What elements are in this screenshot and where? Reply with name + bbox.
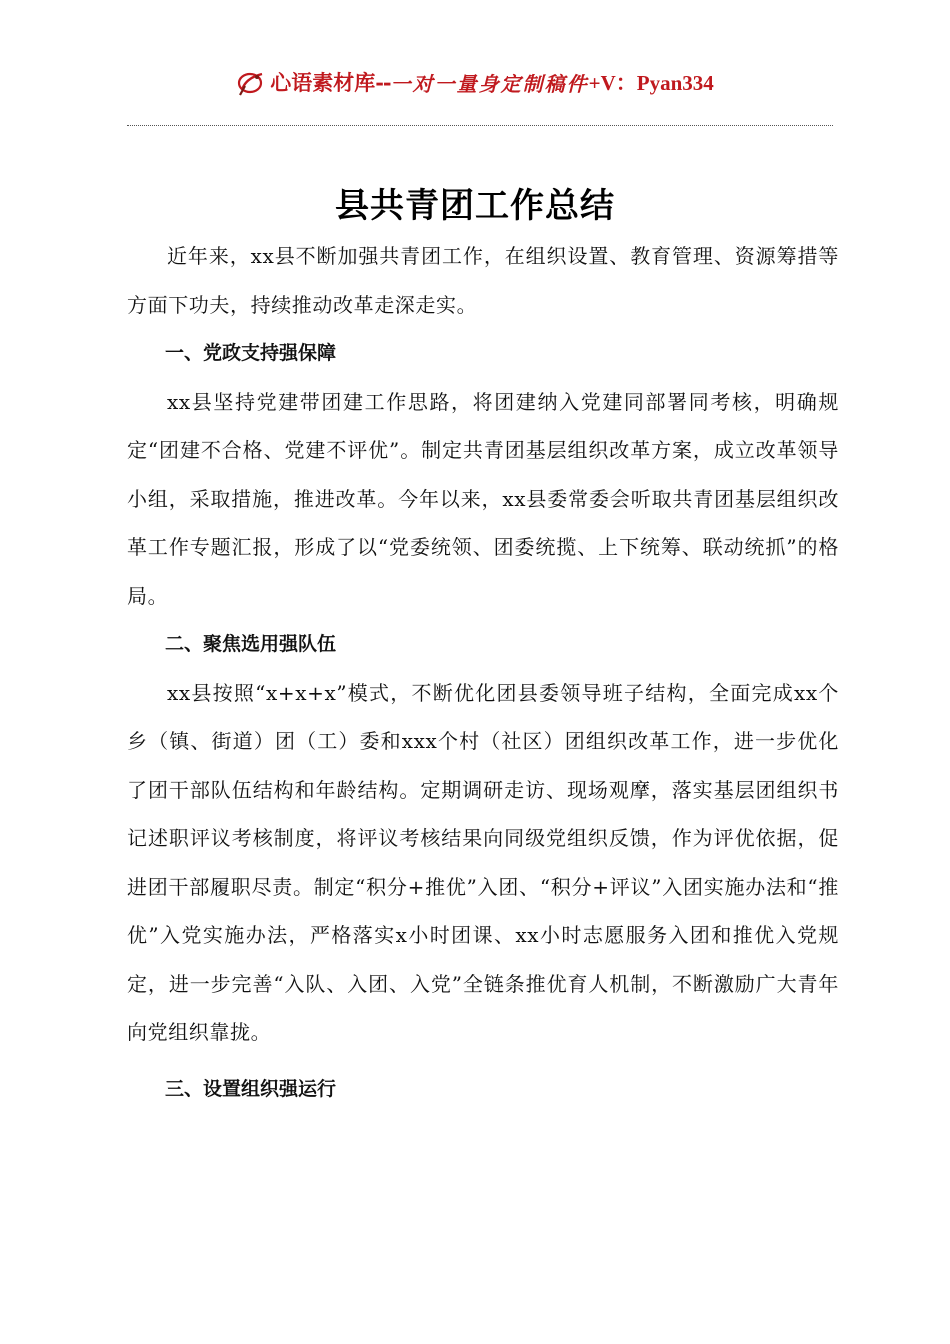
header-separator: -- xyxy=(375,69,391,95)
document-body xyxy=(127,232,839,1113)
page-header xyxy=(0,62,950,102)
header-slogan: 一对一量身定制稿件 xyxy=(390,71,589,96)
intro-paragraph: 近年来，xx县不断加强共青团工作，在组织设置、教育管理、资源筹措等方面下功夫，持续推动改革走深走实。 xyxy=(127,244,839,317)
document-title: 县共青团工作总结 xyxy=(335,186,615,226)
header-contact: +V：Pyan334 xyxy=(588,71,714,95)
section-heading-3: 三、设置组织强运行 xyxy=(165,1077,337,1100)
brand-logo-icon xyxy=(236,66,266,98)
header-brand-name: 心语素材库 xyxy=(270,70,376,95)
section-body-1: xx县坚持党建带团建工作思路，将团建纳入党建同部署同考核，明确规定“团建不合格、党建不评优”。制定共青团基层组织改革方案，成立改革领导小组，采取措施，推进改革。今年以来，xx县委常委会听取共青团基层组织改革工作专题汇报，形成了以“党委统领、团委统揽、上下统筹、联动统抓”的格局。 xyxy=(127,389,839,608)
header-divider xyxy=(127,125,833,126)
section-heading-2: 二、聚焦选用强队伍 xyxy=(165,633,337,655)
section-body-2: xx县按照“x+x+x”模式，不断优化团县委领导班子结构，全面完成xx个乡（镇、街道）团（工）委和xxx个村（社区）团组织改革工作，进一步优化了团干部队伍结构和年龄结构。定期调研走访、现场观摩，落实基层团组织书记述职评议考核制度，将评议考核结果向同级党组织反馈，作为评优依据，促进团干部履职尽责。制定“积分+推优”入团、“积分+评议”入团实施办法和“推优”入党实施办法，严格落实x小时团课、xx小时志愿服务入团和推优入党规定，进一步完善“入队、入团、入党”全链条推优育人机制，不断激励广大青年向党组织靠拢。 xyxy=(127,680,839,1044)
section-heading-1: 一、党政支持强保障 xyxy=(165,342,337,364)
